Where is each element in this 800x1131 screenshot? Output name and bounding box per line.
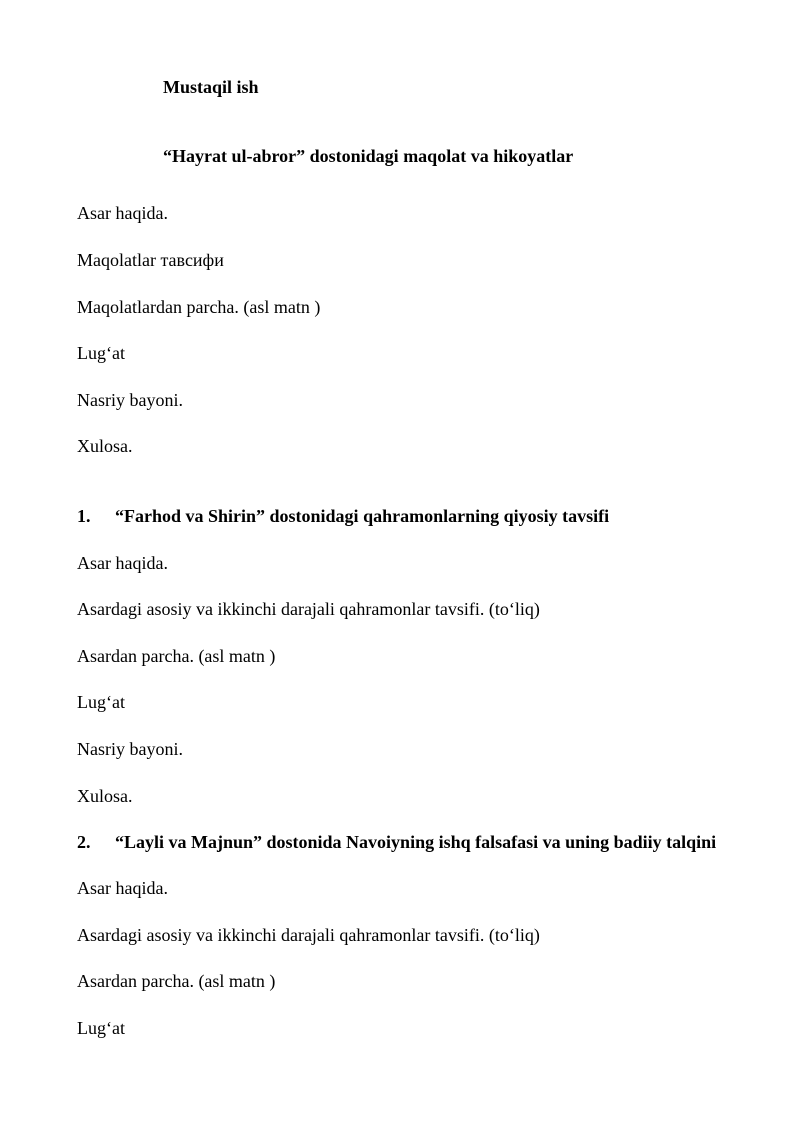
list-item: Maqolatlardan parcha. (asl matn ) (77, 297, 321, 317)
list-item: Lug‘at (77, 1018, 125, 1038)
list-item: Nasriy bayoni. (77, 390, 183, 410)
list-item: Xulosa. (77, 786, 133, 806)
section-heading (77, 831, 716, 853)
section-heading: “Hayrat ul-abror” dostonidagi maqolat va hikoyatlar (163, 146, 574, 166)
section-heading-text: “Layli va Majnun” dostonida Navoiyning ishq falsafasi va uning badiiy talqini (115, 832, 717, 852)
list-item: Asardan parcha. (asl matn ) (77, 971, 276, 991)
section-heading-text: “Farhod va Shirin” dostonidagi qahramonlarning qiyosiy tavsifi (115, 506, 610, 526)
list-item: Xulosa. (77, 436, 133, 456)
list-item: Asar haqida. (77, 878, 168, 898)
list-item: Asardan parcha. (asl matn ) (77, 646, 276, 666)
list-item: Lug‘at (77, 343, 125, 363)
list-item: Asar haqida. (77, 203, 168, 223)
list-item: Nasriy bayoni. (77, 739, 183, 759)
section-heading (77, 505, 609, 527)
list-item: Asardagi asosiy va ikkinchi darajali qahramonlar tavsifi. (to‘liq) (77, 599, 540, 619)
document-title: Mustaqil ish (163, 77, 259, 97)
list-item: Maqolatlar тавсифи (77, 250, 224, 270)
list-item: Asardagi asosiy va ikkinchi darajali qahramonlar tavsifi. (to‘liq) (77, 925, 540, 945)
section-number: 1. (77, 506, 91, 526)
section-number: 2. (77, 832, 91, 852)
list-item: Lug‘at (77, 692, 125, 712)
list-item: Asar haqida. (77, 553, 168, 573)
